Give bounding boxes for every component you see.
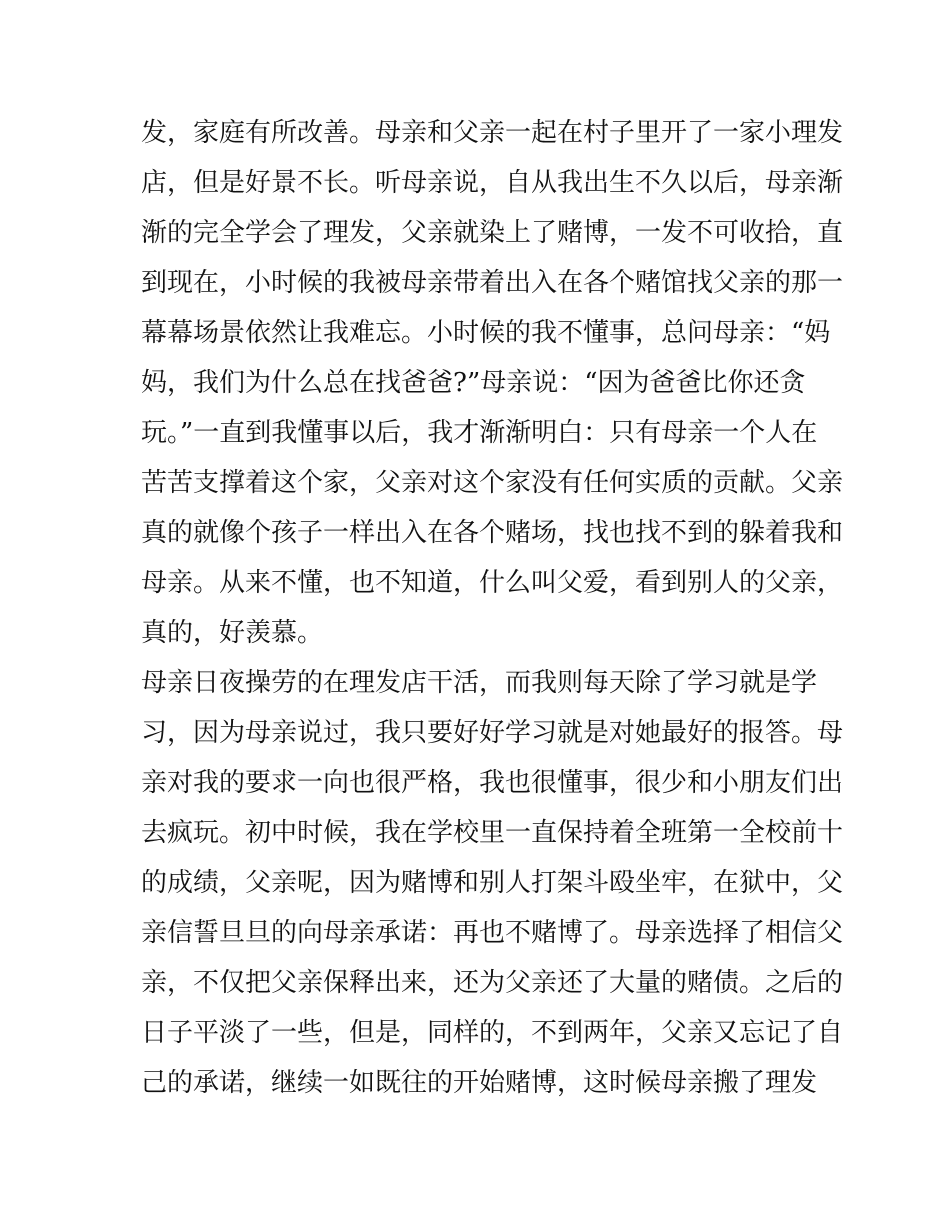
text-line: 亲信誓旦旦的向母亲承诺：再也不赌博了。母亲选择了相信父 — [141, 918, 844, 948]
body-text — [141, 108, 844, 1108]
text-line: 渐的完全学会了理发，父亲就染上了赌博，一发不可收拾，直 — [141, 218, 844, 248]
text-line: 的成绩，父亲呢，因为赌博和别人打架斗殴坐牢，在狱中，父 — [141, 868, 844, 898]
text-line: 母亲日夜操劳的在理发店干活，而我则每天除了学习就是学 — [141, 668, 818, 698]
text-line: 妈，我们为什么总在找爸爸?”母亲说：“因为爸爸比你还贪 — [141, 368, 806, 398]
text-line: 去疯玩。初中时候，我在学校里一直保持着全班第一全校前十 — [141, 818, 844, 848]
text-line: 母亲。从来不懂，也不知道，什么叫父爱，看到别人的父亲， — [141, 568, 844, 598]
text-line: 己的承诺，继续一如既往的开始赌博，这时候母亲搬了理发 — [141, 1068, 818, 1098]
text-line: 到现在，小时候的我被母亲带着出入在各个赌馆找父亲的那一 — [141, 268, 844, 298]
text-line: 苦苦支撑着这个家，父亲对这个家没有任何实质的贡献。父亲 — [141, 468, 844, 498]
text-line: 亲对我的要求一向也很严格，我也很懂事，很少和小朋友们出 — [141, 768, 844, 798]
text-line: 发，家庭有所改善。母亲和父亲一起在村子里开了一家小理发 — [141, 118, 844, 148]
text-line: 习，因为母亲说过，我只要好好学习就是对她最好的报答。母 — [141, 718, 844, 748]
text-line: 店，但是好景不长。听母亲说，自从我出生不久以后，母亲渐 — [141, 168, 844, 198]
text-line: 亲，不仅把父亲保释出来，还为父亲还了大量的赌债。之后的 — [141, 968, 844, 998]
text-line: 幕幕场景依然让我难忘。小时候的我不懂事，总问母亲：“妈 — [141, 318, 831, 348]
text-line: 真的就像个孩子一样出入在各个赌场，找也找不到的躲着我和 — [141, 518, 844, 548]
text-line: 日子平淡了一些，但是，同样的，不到两年，父亲又忘记了自 — [141, 1018, 844, 1048]
text-line: 真的，好羡慕。 — [141, 618, 324, 648]
text-line: 玩。”一直到我懂事以后，我才渐渐明白：只有母亲一个人在 — [141, 418, 818, 448]
